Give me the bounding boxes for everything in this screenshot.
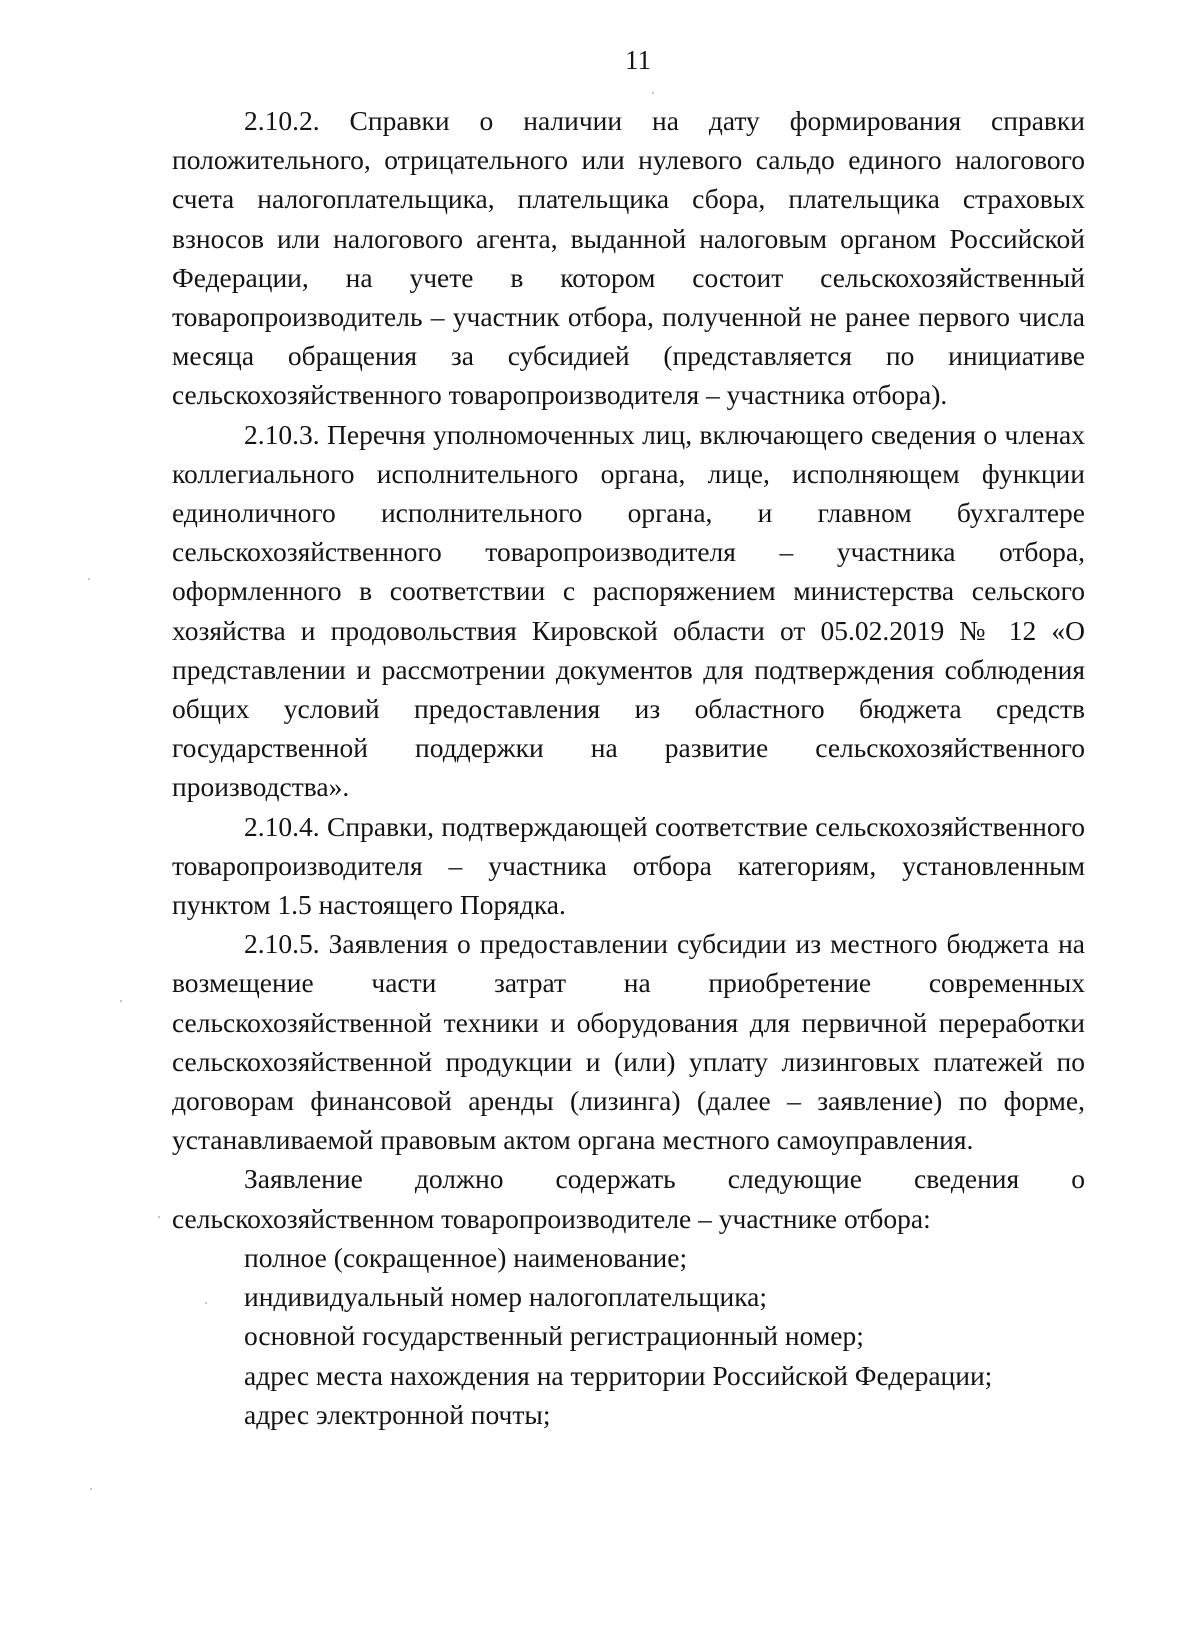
scan-speck xyxy=(90,1488,92,1490)
page-number: 11 xyxy=(625,45,651,75)
scan-speck xyxy=(120,1000,122,1002)
paragraph-2-10-5: 2.10.5. Заявления о предоставлении субсидии из местного бюджета на возмещение части затрат на приобретение современных сельскохозяйственной техники и оборудования для первичной переработки сельскохозяйственной продукции и (или) уплату лизинговых платежей по договорам финансовой аренды (лизинга) (далее – заявление) по форме, устанавливаемой правовым актом органа местного самоуправления. xyxy=(172,928,1085,1156)
scan-speck xyxy=(205,1302,207,1304)
document-body xyxy=(172,101,1085,1434)
list-item-inn: индивидуальный номер налогоплательщика; xyxy=(244,1281,767,1313)
paragraph-2-10-4: 2.10.4. Справки, подтверждающей соответствие сельскохозяйственного товаропроизводителя – участника отбора категориям, установленным пунктом 1.5 настоящего Порядка. xyxy=(172,810,1085,921)
paragraph-2-10-3: 2.10.3. Перечня уполномоченных лиц, включающего сведения о членах коллегиального исполнительного органа, лице, исполняющем функции единоличного исполнительного органа, и главном бухгалтере сельскохозяйственного товаропроизводителя – участника отбора, оформленного в соответствии с распоряжением министерства сельского хозяйства и продовольствия Кировской области от 05.02.2019 № 12 «О представлении и рассмотрении документов для подтверждения соблюдения общих условий предоставления из областного бюджета средств государственной поддержки на развитие сельскохозяйственного производства». xyxy=(172,418,1085,803)
list-item-ogrn: основной государственный регистрационный номер; xyxy=(244,1320,864,1352)
scan-speck xyxy=(652,92,654,94)
paragraph-2-10-2: 2.10.2. Справки о наличии на дату формирования справки положительного, отрицательного или нулевого сальдо единого налогового счета налогоплательщика, плательщика сбора, плательщика страховых взносов или налогового агента, выданной налоговым органом Российской Федерации, на учете в котором состоит сельскохозяйственный товаропроизводитель – участник отбора, полученной не ранее первого числа месяца обращения за субсидией (представляется по инициативе сельскохозяйственного товаропроизводителя – участника отбора). xyxy=(172,105,1085,411)
paragraph-application-intro: Заявление должно содержать следующие сведения о сельскохозяйственном товаропроизводителе – участнике отбора: xyxy=(172,1163,1085,1234)
list-item-full-name: полное (сокращенное) наименование; xyxy=(244,1241,688,1273)
scan-speck xyxy=(158,1216,160,1218)
list-item-email: адрес электронной почты; xyxy=(244,1398,551,1430)
list-item-address: адрес места нахождения на территории Российской Федерации; xyxy=(244,1359,993,1391)
scan-speck xyxy=(88,578,90,580)
